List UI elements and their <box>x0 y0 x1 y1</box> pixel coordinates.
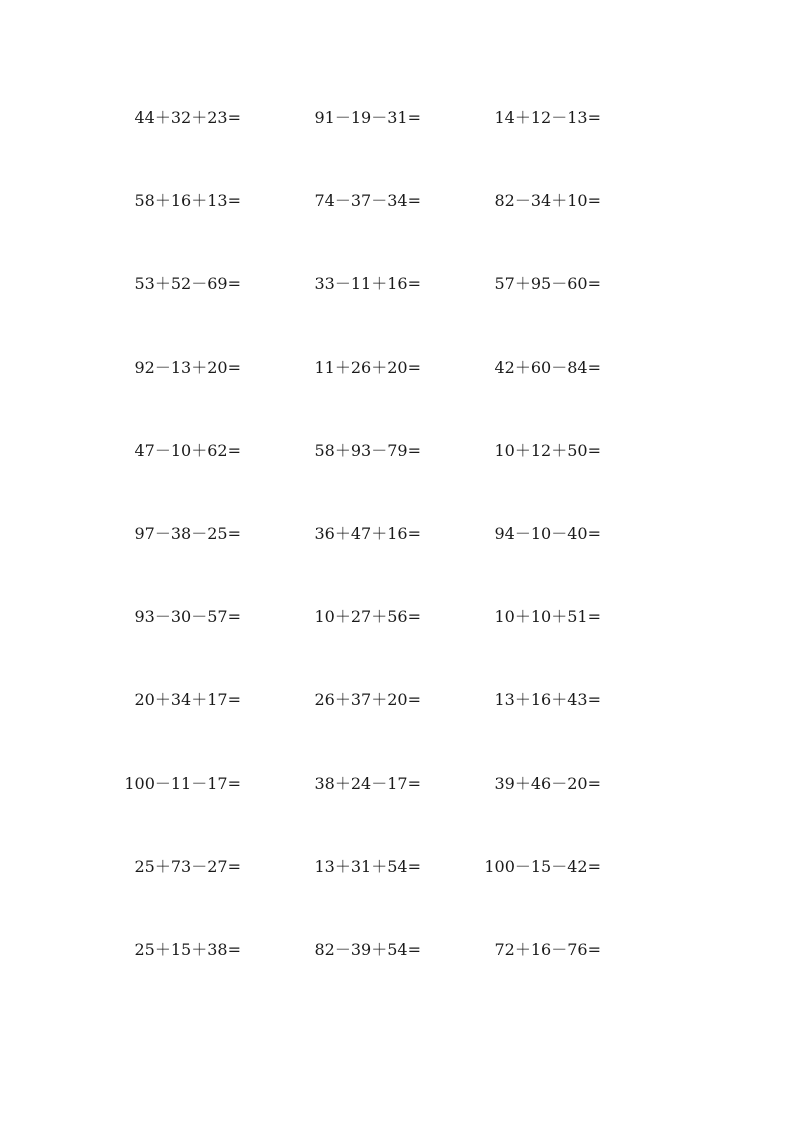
math-problem: 58＋93－79= <box>314 441 421 460</box>
math-problem: 39＋46－20= <box>494 774 601 793</box>
math-problem: 97－38－25= <box>134 524 241 543</box>
math-problem: 94－10－40= <box>494 524 601 543</box>
math-problem: 36＋47＋16= <box>314 524 421 543</box>
math-problem: 10＋10＋51= <box>494 607 601 626</box>
math-problem: 47－10＋62= <box>134 441 241 460</box>
math-problem: 93－30－57= <box>134 607 241 626</box>
math-problem: 74－37－34= <box>314 191 421 210</box>
math-problem: 82－39＋54= <box>314 940 421 959</box>
math-problem: 25＋15＋38= <box>134 940 241 959</box>
math-problem: 20＋34＋17= <box>134 690 241 709</box>
math-problem: 10＋12＋50= <box>494 441 601 460</box>
math-problem: 26＋37＋20= <box>314 690 421 709</box>
math-problem: 92－13＋20= <box>134 358 241 377</box>
math-problem: 53＋52－69= <box>134 274 241 293</box>
math-problem: 14＋12－13= <box>494 108 601 127</box>
math-problem: 100－15－42= <box>484 857 601 876</box>
math-problem: 38＋24－17= <box>314 774 421 793</box>
math-problem: 57＋95－60= <box>494 274 601 293</box>
math-problem: 72＋16－76= <box>494 940 601 959</box>
math-problem: 13＋31＋54= <box>314 857 421 876</box>
math-problem: 91－19－31= <box>314 108 421 127</box>
math-problem: 33－11＋16= <box>314 274 421 293</box>
math-problem: 58＋16＋13= <box>134 191 241 210</box>
math-problem: 13＋16＋43= <box>494 690 601 709</box>
math-problem: 11＋26＋20= <box>314 358 421 377</box>
math-problem: 100－11－17= <box>124 774 241 793</box>
math-problem: 42＋60－84= <box>494 358 601 377</box>
math-problem: 44＋32＋23= <box>134 108 241 127</box>
math-problem: 10＋27＋56= <box>314 607 421 626</box>
math-problem: 82－34＋10= <box>494 191 601 210</box>
math-problem: 25＋73－27= <box>134 857 241 876</box>
